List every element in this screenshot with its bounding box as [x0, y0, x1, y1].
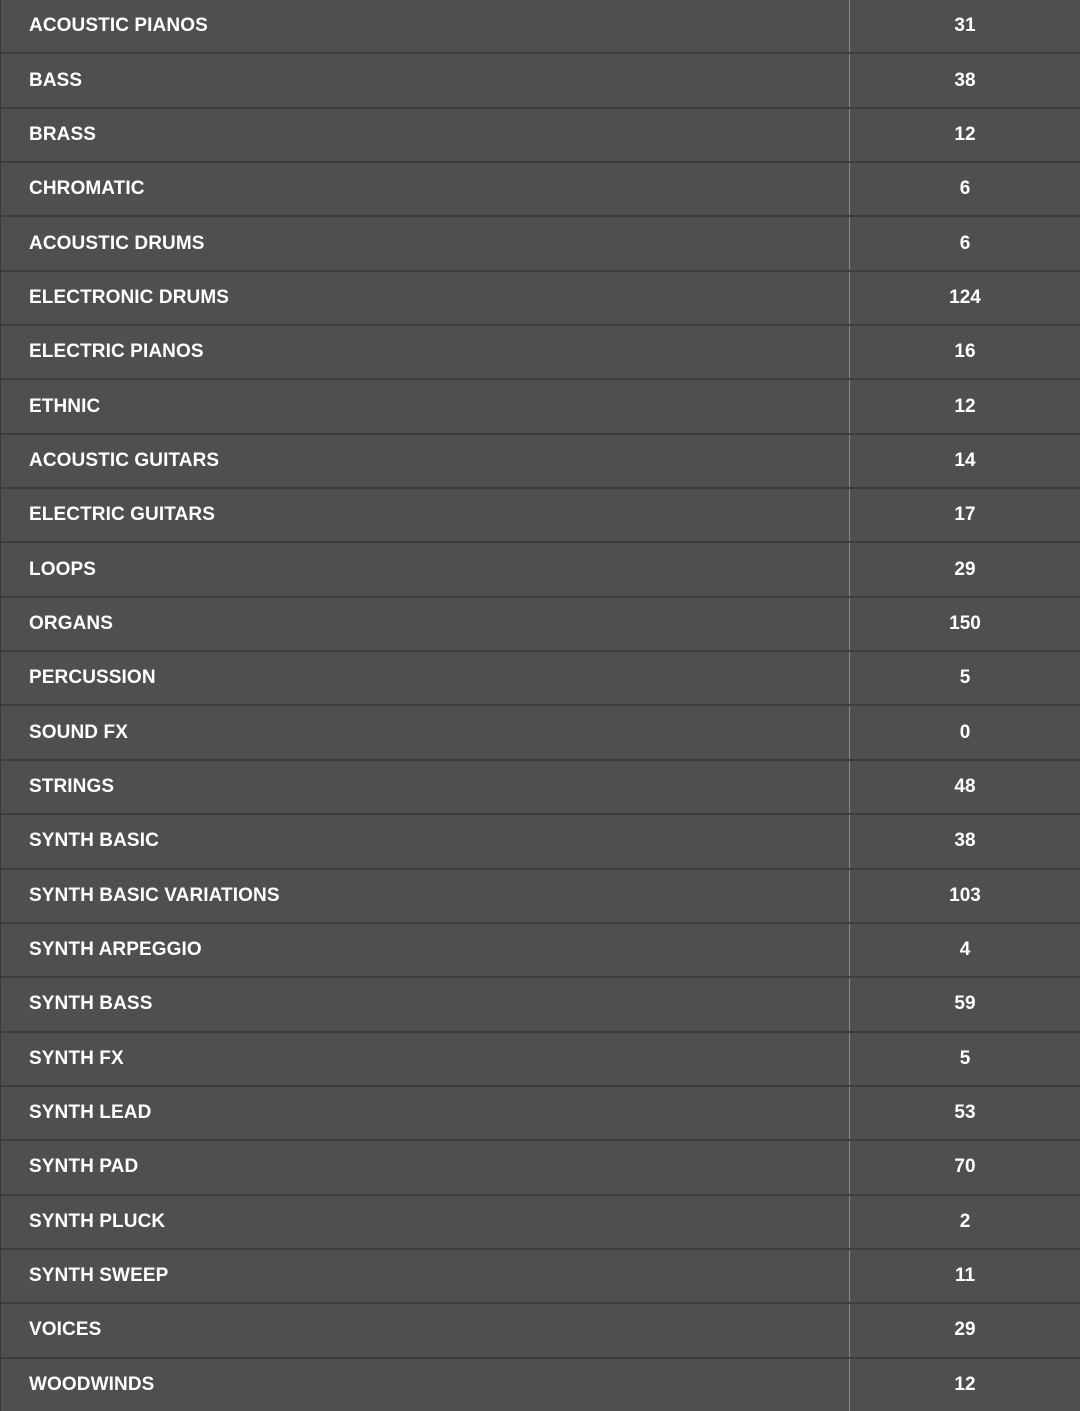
table-row[interactable]: [1, 1250, 1080, 1304]
category-name: SYNTH BASIC: [1, 815, 850, 867]
table-row[interactable]: [1, 435, 1080, 489]
category-name: SYNTH LEAD: [1, 1087, 850, 1139]
category-count: 14: [954, 449, 976, 471]
category-name: ORGANS: [1, 598, 850, 650]
category-count: 38: [954, 830, 976, 852]
category-name: ACOUSTIC DRUMS: [1, 217, 850, 269]
table-row[interactable]: [1, 706, 1080, 760]
category-name: VOICES: [1, 1304, 850, 1356]
category-name: SYNTH ARPEGGIO: [1, 924, 850, 976]
category-count: 2: [959, 1210, 971, 1232]
table-row[interactable]: [1, 1304, 1080, 1358]
table-row[interactable]: [1, 1196, 1080, 1250]
table-row[interactable]: [1, 272, 1080, 326]
category-count: 12: [954, 123, 976, 145]
table-row[interactable]: [1, 1033, 1080, 1087]
table-row[interactable]: [1, 543, 1080, 597]
table-row[interactable]: [1, 489, 1080, 543]
table-row[interactable]: [1, 978, 1080, 1032]
category-count: 12: [954, 1373, 976, 1395]
category-count: 5: [959, 1047, 971, 1069]
category-count: 16: [954, 341, 976, 363]
category-count: 29: [954, 558, 976, 580]
table-row[interactable]: [1, 1141, 1080, 1195]
category-name: PERCUSSION: [1, 652, 850, 704]
category-count: 48: [954, 775, 976, 797]
category-count: 29: [954, 1319, 976, 1341]
category-name: SYNTH PAD: [1, 1141, 850, 1193]
table-row[interactable]: [1, 217, 1080, 271]
category-count: 4: [959, 939, 971, 961]
table-row[interactable]: [1, 870, 1080, 924]
category-name: ELECTRIC PIANOS: [1, 326, 850, 378]
category-name: BRASS: [1, 109, 850, 161]
category-name: ACOUSTIC PIANOS: [1, 0, 850, 52]
category-name: ELECTRONIC DRUMS: [1, 272, 850, 324]
category-count: 5: [959, 667, 971, 689]
category-count: 6: [959, 232, 971, 254]
category-count: 17: [954, 504, 976, 526]
category-name: SYNTH BASS: [1, 978, 850, 1030]
category-count: 70: [954, 1156, 976, 1178]
category-count: 53: [954, 1102, 976, 1124]
category-name: ELECTRIC GUITARS: [1, 489, 850, 541]
table-row[interactable]: [1, 815, 1080, 869]
category-count: 124: [949, 286, 981, 308]
category-count: 6: [959, 178, 971, 200]
category-count: 59: [954, 993, 976, 1015]
category-count: 12: [954, 395, 976, 417]
category-count: 11: [954, 1265, 976, 1287]
table-row[interactable]: [1, 1359, 1080, 1411]
table-row[interactable]: [1, 326, 1080, 380]
table-row[interactable]: [1, 761, 1080, 815]
category-count: 0: [959, 721, 971, 743]
category-name: SYNTH SWEEP: [1, 1250, 850, 1302]
category-name: SYNTH BASIC VARIATIONS: [1, 870, 850, 922]
table-row[interactable]: [1, 1087, 1080, 1141]
category-count: 150: [949, 612, 981, 634]
category-name: SYNTH PLUCK: [1, 1196, 850, 1248]
category-count: 38: [954, 69, 976, 91]
category-count: 31: [954, 15, 976, 37]
category-count: 103: [949, 884, 981, 906]
category-name: LOOPS: [1, 543, 850, 595]
table-row[interactable]: [1, 0, 1080, 54]
table-row[interactable]: [1, 54, 1080, 108]
category-name: WOODWINDS: [1, 1359, 850, 1411]
table-row[interactable]: [1, 380, 1080, 434]
table-row[interactable]: [1, 598, 1080, 652]
table-row[interactable]: [1, 163, 1080, 217]
table-row[interactable]: [1, 924, 1080, 978]
category-name: ACOUSTIC GUITARS: [1, 435, 850, 487]
category-name: SOUND FX: [1, 706, 850, 758]
table-row[interactable]: [1, 109, 1080, 163]
category-name: STRINGS: [1, 761, 850, 813]
category-name: SYNTH FX: [1, 1033, 850, 1085]
category-name: BASS: [1, 54, 850, 106]
table-row[interactable]: [1, 652, 1080, 706]
category-name: CHROMATIC: [1, 163, 850, 215]
category-name: ETHNIC: [1, 380, 850, 432]
